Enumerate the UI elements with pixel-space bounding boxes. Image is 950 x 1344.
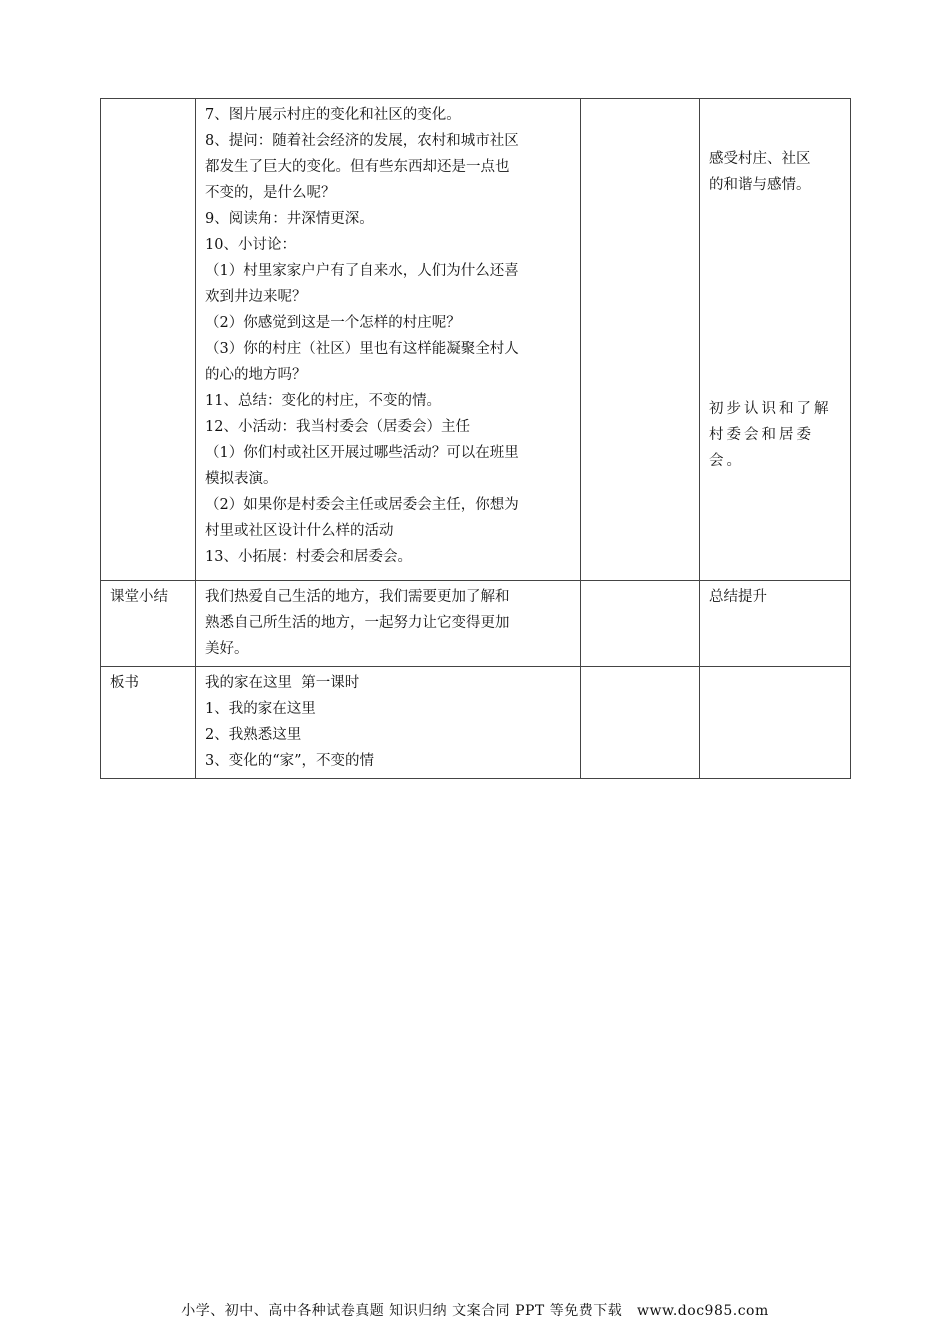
board-note-cell — [700, 667, 851, 779]
table-row-board — [101, 667, 851, 779]
process-line: 的心的地方吗？ — [205, 367, 307, 383]
summary-line: 熟悉自己所生活的地方，一起努力让它变得更加 — [205, 615, 510, 631]
board-line: 我的家在这里 第一课时 — [205, 675, 360, 691]
process-line: 不变的，是什么呢？ — [205, 185, 336, 201]
summary-note-cell: 总结提升 — [700, 581, 851, 667]
note-line: 感受村庄、社区 — [709, 151, 811, 167]
process-student-cell — [581, 99, 700, 581]
board-line: 2、我熟悉这里 — [205, 727, 302, 743]
process-line: （1）村里家家户户有了自来水，人们为什么还喜 — [205, 263, 519, 279]
page-footer: 小学、初中、高中各种试卷真题 知识归纳 文案合同 PPT 等免费下载 www.doc985.com — [181, 1303, 769, 1319]
table-row-summary — [101, 581, 851, 667]
process-line: 模拟表演。 — [205, 471, 278, 487]
process-line: 欢到井边来呢？ — [205, 289, 307, 305]
summary-label-cell: 课堂小结 — [101, 581, 196, 667]
note-committee — [709, 396, 841, 474]
process-line: 11、总结：变化的村庄，不变的情。 — [205, 393, 441, 409]
summary-content-cell — [196, 581, 581, 667]
process-line: （1）你们村或社区开展过哪些活动？可以在班里 — [205, 445, 519, 461]
process-line: 12、小活动：我当村委会（居委会）主任 — [205, 419, 470, 435]
board-line: 3、变化的“家”，不变的情 — [205, 753, 375, 769]
process-line: （2）如果你是村委会主任或居委会主任，你想为 — [205, 497, 519, 513]
note-line: 的和谐与感情。 — [709, 177, 811, 193]
process-line: （2）你感觉到这是一个怎样的村庄呢？ — [205, 315, 461, 331]
process-line: 村里或社区设计什么样的活动 — [205, 523, 394, 539]
process-line: （3）你的村庄（社区）里也有这样能凝聚全村人 — [205, 341, 519, 357]
process-label-cell — [101, 99, 196, 581]
summary-line: 美好。 — [205, 641, 249, 657]
process-line: 13、小拓展：村委会和居委会。 — [205, 549, 412, 565]
table-row-process — [101, 99, 851, 581]
note-line: 村委会和居委 — [709, 427, 814, 443]
note-line: 初步认识和了解 — [709, 401, 832, 417]
process-line: 10、小讨论： — [205, 237, 296, 253]
process-line: 9、阅读角：井深情更深。 — [205, 211, 374, 227]
process-line: 7、图片展示村庄的变化和社区的变化。 — [205, 107, 461, 123]
board-student-cell — [581, 667, 700, 779]
note-harmony — [709, 146, 841, 198]
summary-student-cell — [581, 581, 700, 667]
process-line: 都发生了巨大的变化。但有些东西却还是一点也 — [205, 159, 510, 175]
board-label-cell: 板书 — [101, 667, 196, 779]
process-line: 8、提问：随着社会经济的发展，农村和城市社区 — [205, 133, 519, 149]
summary-line: 我们热爱自己生活的地方，我们需要更加了解和 — [205, 589, 510, 605]
note-line: 会。 — [709, 453, 744, 469]
process-content-cell — [196, 99, 581, 581]
board-line: 1、我的家在这里 — [205, 701, 316, 717]
process-note-cell — [700, 99, 851, 581]
board-content-cell — [196, 667, 581, 779]
lesson-plan-table — [100, 98, 851, 779]
